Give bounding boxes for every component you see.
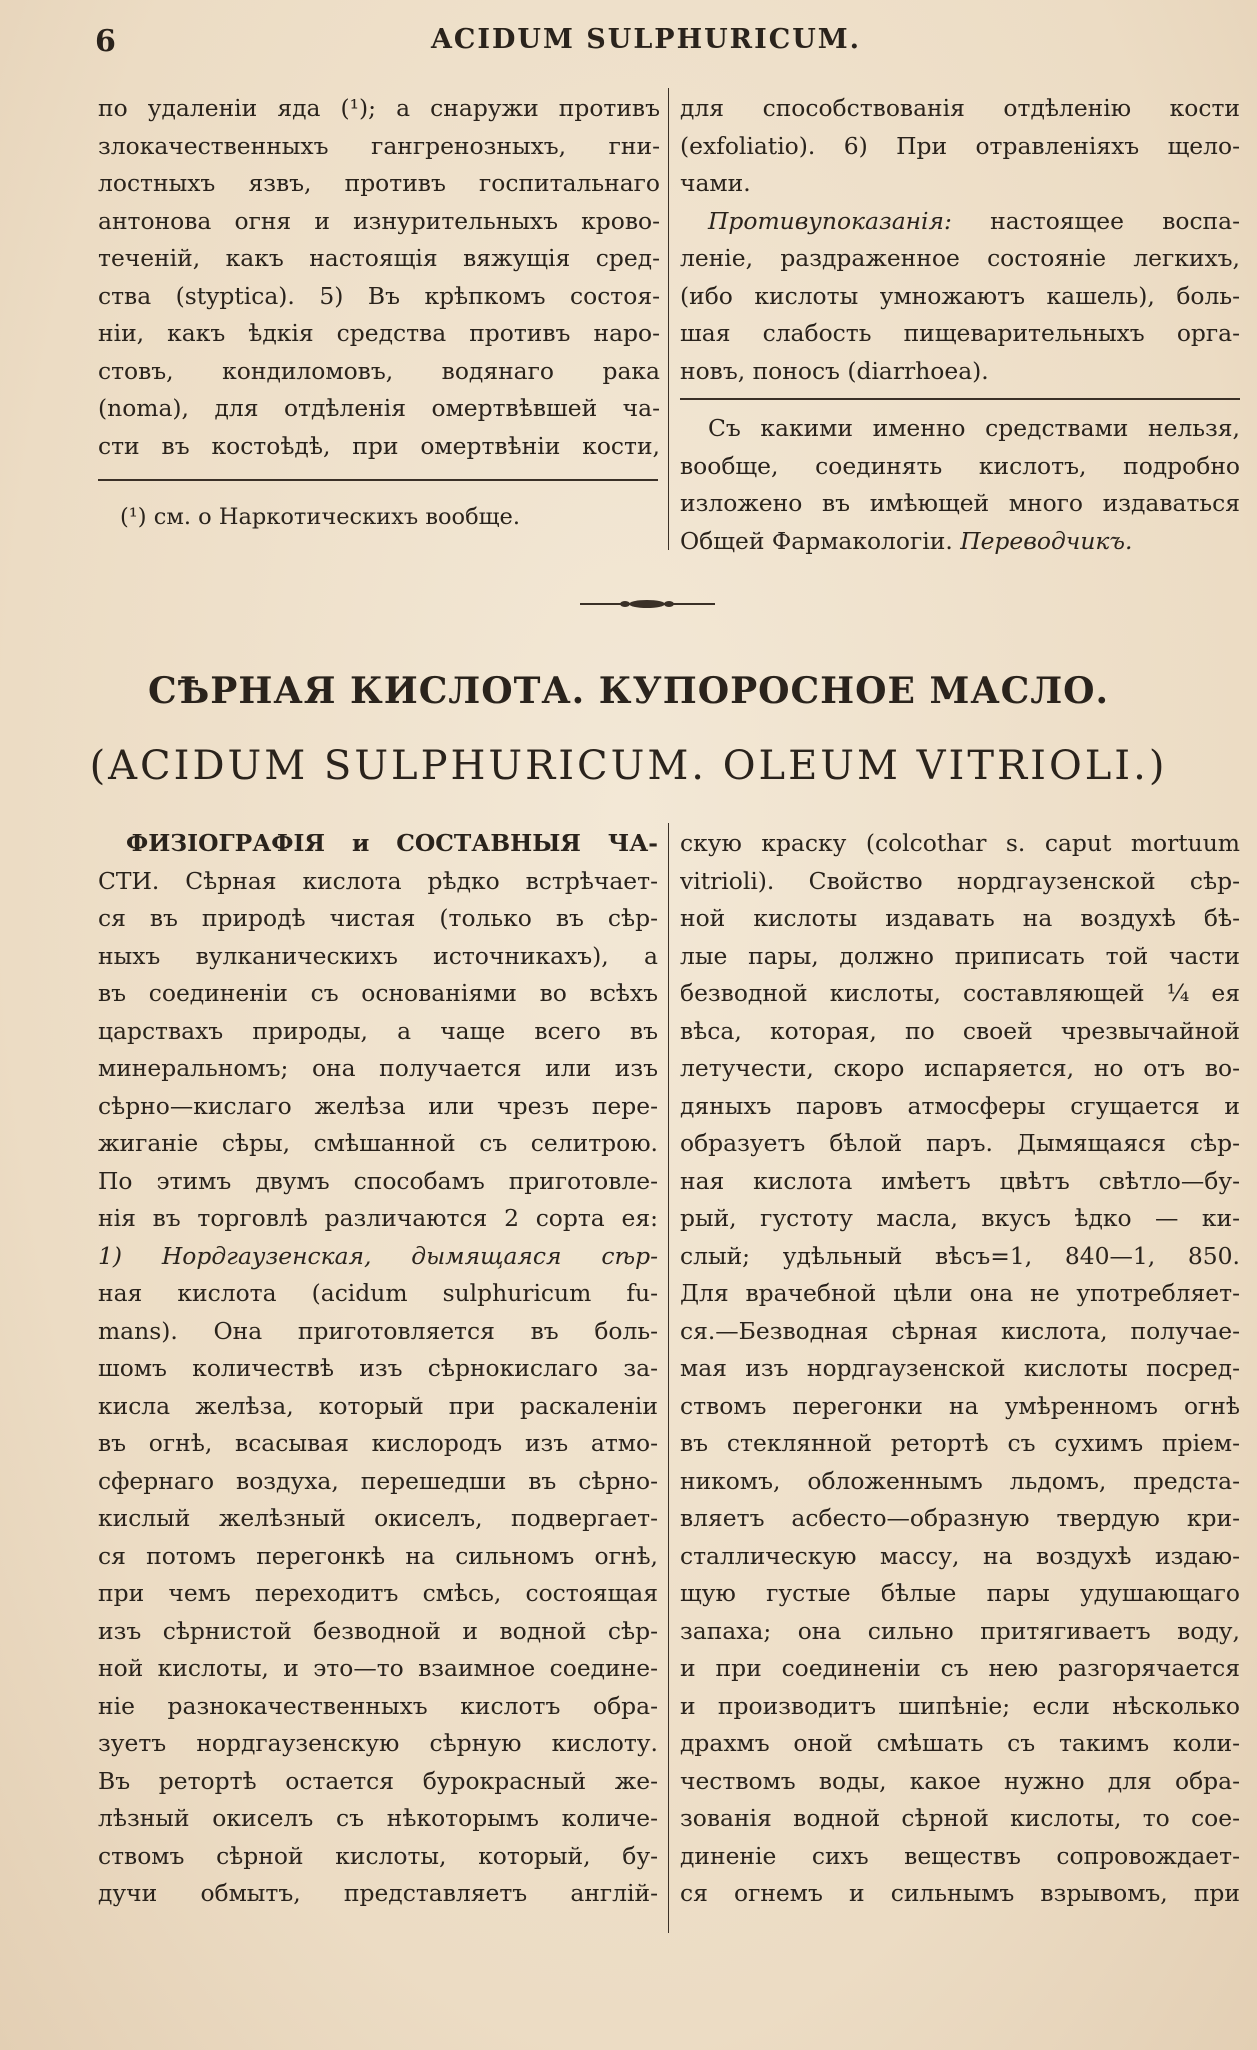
text-line: сфернаго воздуха, перешедши въ сѣрно- [98, 1466, 658, 1495]
text-line: мая изъ нордгаузенской кислоты посред- [680, 1354, 1240, 1382]
text-line: 1) Нордгаузенская, дымящаяся сѣр- [98, 1241, 658, 1270]
text-line: щую густые бѣлые пары удушающаго [680, 1579, 1240, 1607]
text-line: кислый желѣзный окиселъ, подвергает- [98, 1504, 658, 1532]
text-line: теченій, какъ настоящія вяжущія сред- [98, 244, 660, 272]
text-line: Для врачебной цѣли она не употребляет- [680, 1279, 1240, 1307]
text-line: чествомъ воды, какое нужно для обра- [680, 1766, 1240, 1795]
text-line: антонова огня и изнурительныхъ крово- [98, 206, 660, 235]
text-line: запаха; она сильно притягиваетъ воду, [680, 1616, 1240, 1645]
text-line: СТИ. Сѣрная кислота рѣдко встрѣчает- [98, 866, 658, 895]
text-line: сѣрно—кислаго желѣза или чрезъ пере- [98, 1091, 658, 1120]
text-line: злокачественныхъ гангренозныхъ, гни- [98, 131, 660, 160]
text-line: минеральномъ; она получается или изъ [98, 1054, 658, 1082]
text-line: сти въ костоѣдѣ, при омертвѣніи кости, [98, 431, 660, 460]
text-line: изложено въ имѣющей много издаваться [680, 489, 1240, 517]
text-line: ныхъ вулканическихъ источникахъ), а [98, 941, 658, 970]
footnote: (¹) см. о Наркотическихъ вообще. [120, 504, 521, 530]
ornament-divider [580, 598, 715, 610]
text-line: зуетъ нордгаузенскую сѣрную кислоту. [98, 1729, 658, 1757]
article-title-russian: СѢРНАЯ КИСЛОТА. КУПОРОСНОЕ МАСЛО. [147, 670, 1110, 712]
text-line: сталлическую массу, на воздухѣ издаю- [680, 1541, 1240, 1570]
top-left-column [98, 90, 660, 537]
text-line: никомъ, обложеннымъ льдомъ, предста- [680, 1466, 1240, 1495]
text-line: ся.—Безводная сѣрная кислота, получае- [680, 1316, 1240, 1345]
text-line: въ стеклянной ретортѣ съ сухимъ пріем- [680, 1429, 1240, 1457]
text-line: зованія водной сѣрной кислоты, то сое- [680, 1804, 1240, 1832]
text-line: вѣса, которая, по своей чрезвычайной [680, 1016, 1240, 1045]
text-line: драхмъ оной смѣшать съ такимъ коли- [680, 1729, 1240, 1757]
text-line: дяныхъ паровъ атмосферы сгущается и [680, 1091, 1240, 1120]
text-line: безводной кислоты, составляющей ¼ ея [680, 979, 1240, 1007]
text-line: ная кислота (acidum sulphuricum fu- [98, 1279, 658, 1307]
text-line: ствомъ сѣрной кислоты, который, бу- [98, 1841, 658, 1870]
top-right-column [680, 90, 1240, 560]
contraindications-label: Противупоказанія: [708, 206, 952, 235]
translator-note-last-line [680, 523, 1240, 561]
text-line: диненіе сихъ веществъ сопровождает- [680, 1841, 1240, 1870]
text-line: ства (styptica). 5) Въ крѣпкомъ состоя- [98, 281, 660, 310]
text-line: (exfoliatio). 6) При отравленіяхъ щело- [680, 131, 1240, 160]
text-line: (ибо кислоты умножаютъ кашель), боль- [680, 281, 1240, 310]
text-line: въ соединеніи съ основаніями во всѣхъ [98, 979, 658, 1007]
text-line: и производитъ шипѣніе; если нѣсколько [680, 1691, 1240, 1720]
text-line: ной кислоты издавать на воздухѣ бѣ- [680, 904, 1240, 932]
text-line: слый; удѣльный вѣсъ=1, 840—1, 850. [680, 1241, 1240, 1270]
text-line: лѣзный окиселъ съ нѣкоторымъ количе- [98, 1804, 658, 1832]
text-line: скую краску (colcothar s. caput mortuum [680, 829, 1240, 857]
text-line: по удаленіи яда (¹); а снаружи противъ [98, 94, 660, 122]
text-line: изъ сѣрнистой безводной и водной сѣр- [98, 1616, 658, 1645]
text-line: летучести, скоро испаряется, но отъ во- [680, 1054, 1240, 1082]
text-line: рый, густоту масла, вкусъ ѣдко — ки- [680, 1204, 1240, 1232]
text-line: вляетъ асбесто—образную твердую кри- [680, 1504, 1240, 1532]
text-line: кисла желѣза, который при раскаленіи [98, 1391, 658, 1420]
text-line: Съ какими именно средствами нельзя, [708, 414, 1240, 442]
text-line: для способствованія отдѣленію кости [680, 94, 1240, 122]
text-line: вообще, соединять кислотъ, подробно [680, 451, 1240, 480]
text-line: лые пары, должно приписать той части [680, 941, 1240, 970]
text-line: дучи обмытъ, представляетъ англій- [98, 1879, 658, 1907]
text-line: образуетъ бѣлой паръ. Дымящаяся сѣр- [680, 1129, 1240, 1157]
text-line: царствахъ природы, а чаще всего въ [98, 1016, 658, 1045]
text-line: стовъ, кондиломовъ, водянаго рака [98, 356, 660, 385]
footnote-rule [98, 479, 658, 481]
text-line: mans). Она приготовляется въ боль- [98, 1316, 658, 1345]
text-line: жиганіе сѣры, смѣшанной съ селитрою. [98, 1129, 658, 1157]
text-line: нія въ торговлѣ различаются 2 сорта ея: [98, 1204, 658, 1232]
text-line: шомъ количествѣ изъ сѣрнокислаго за- [98, 1354, 658, 1382]
column-divider [668, 823, 669, 1933]
text-line: vitrioli). Свойство нордгаузенской сѣр- [680, 866, 1240, 895]
text-line: въ огнѣ, всасывая кислородъ изъ атмо- [98, 1429, 658, 1457]
text-line: ствомъ перегонки на умѣренномъ огнѣ [680, 1391, 1240, 1420]
text-line: ся въ природѣ чистая (только въ сѣр- [98, 904, 658, 932]
page-header [95, 22, 1197, 62]
text-line: ся потомъ перегонкѣ на сильномъ огнѣ, [98, 1541, 658, 1570]
bottom-left-column [98, 825, 658, 1913]
running-head: ACIDUM SULPHURICUM. [430, 24, 862, 55]
column-divider [668, 88, 669, 550]
text-line: ніи, какъ ѣдкія средства противъ наро- [98, 319, 660, 347]
text-line: По этимъ двумъ способамъ приготовле- [98, 1166, 658, 1195]
text-line: и при соединеніи съ нею разгорячается [680, 1654, 1240, 1682]
text-line: ФИЗІОГРАФІЯ и СОСТАВНЫЯ ЧА- [126, 829, 658, 857]
text-line: шая слабость пищеварительныхъ орга- [680, 319, 1240, 347]
text-line: чами. [680, 169, 751, 197]
translator-signature: Переводчикъ. [960, 526, 1133, 555]
text-line: настоящее воспа- [990, 206, 1240, 235]
text-line: ся огнемъ и сильнымъ взрывомъ, при [680, 1879, 1240, 1907]
text-line: ная кислота имѣетъ цвѣтъ свѣтло—бу- [680, 1166, 1240, 1195]
text-line: новъ, поносъ (diarrhoea). [680, 356, 989, 385]
text-line: ніе разнокачественныхъ кислотъ обра- [98, 1691, 658, 1720]
text-line: (noma), для отдѣленія омертвѣвшей ча- [98, 394, 660, 422]
contraindications-line [680, 203, 1240, 241]
text-line: лостныхъ язвъ, противъ госпитальнаго [98, 169, 660, 197]
text-line: ной кислоты, и это—то взаимное соедине- [98, 1654, 658, 1682]
text-line: Въ ретортѣ остается бурокрасный же- [98, 1766, 658, 1795]
text-line: леніе, раздраженное состояніе легкихъ, [680, 244, 1240, 272]
article-title-latin: (ACIDUM SULPHURICUM. OLEUM VITRIOLI.) [89, 743, 1168, 789]
text-line: при чемъ переходитъ смѣсь, состоящая [98, 1579, 658, 1607]
bottom-right-column [680, 825, 1240, 1913]
page-number: 6 [95, 24, 116, 59]
text-line: Общей Фармакологіи. [680, 526, 953, 555]
